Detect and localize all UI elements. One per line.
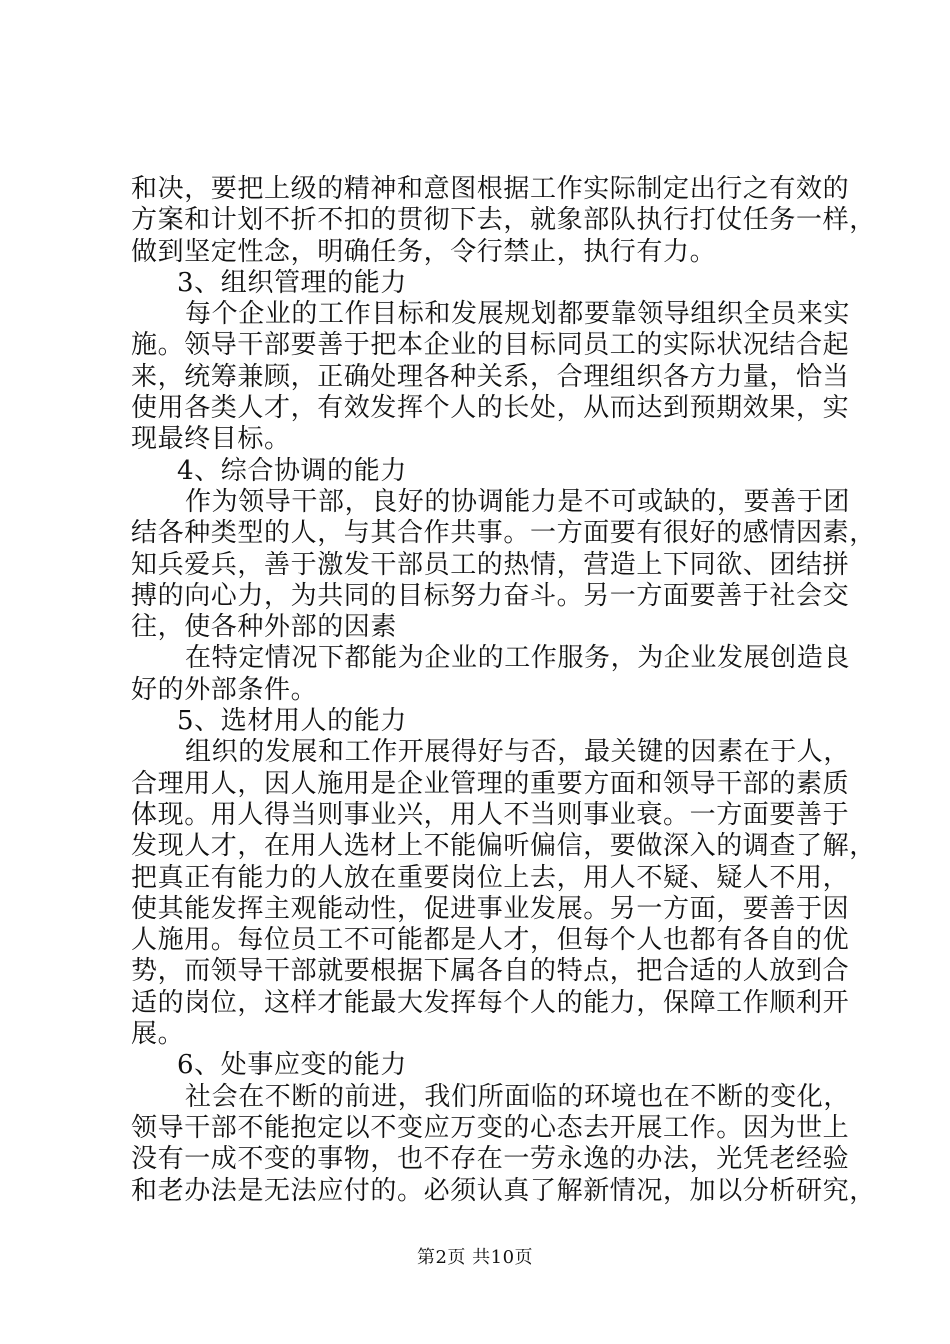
text-line: 作为领导干部，良好的协调能力是不可或缺的，要善于团 [185, 486, 851, 517]
text-line: 搏的向心力，为共同的目标努力奋斗。另一方面要善于社会交 [131, 580, 850, 611]
text-line: 在特定情况下都能为企业的工作服务，为企业发展创造良 [185, 643, 851, 674]
text-line: 把真正有能力的人放在重要岗位上去，用人不疑、疑人不用， [131, 862, 850, 893]
text-line: 和老办法是无法应付的。必须认真了解新情况，加以分析研究， [131, 1175, 876, 1206]
text-line: 没有一成不变的事物，也不存在一劳永逸的办法，光凭老经验 [131, 1144, 850, 1175]
text-line: 知兵爱兵，善于激发干部员工的热情，营造上下同欲、团结拼 [131, 549, 850, 580]
section-heading: 6、处事应变的能力 [177, 1050, 407, 1081]
text-line: 做到坚定性念，明确任务，令行禁止，执行有力。 [131, 236, 717, 267]
text-line: 体现。用人得当则事业兴，用人不当则事业衰。一方面要善于 [131, 799, 850, 830]
text-line: 组织的发展和工作开展得好与否，最关键的因素在于人， [185, 737, 851, 768]
text-line: 和决，要把上级的精神和意图根据工作实际制定出行之有效的 [131, 174, 850, 204]
text-line: 现最终目标。 [131, 424, 291, 455]
text-line: 领导干部不能抱定以不变应万变的心态去开展工作。因为世上 [131, 1112, 850, 1143]
page-number: 第2页 共10页 [416, 1247, 534, 1268]
text-line: 方案和计划不折不扣的贯彻下去，就象部队执行打仗任务一样， [131, 205, 876, 236]
text-line: 往，使各种外部的因素 [131, 612, 398, 643]
text-line: 发现人才，在用人选材上不能偏听偏信，要做深入的调查了解， [131, 831, 876, 862]
text-line: 结各种类型的人，与其合作共事。一方面要有很好的感情因素， [131, 518, 876, 549]
text-line: 使用各类人才，有效发挥个人的长处，从而达到预期效果，实 [131, 393, 850, 424]
text-line: 来，统筹兼顾，正确处理各种关系，合理组织各方力量，恰当 [131, 361, 850, 392]
text-line: 好的外部条件。 [131, 674, 318, 705]
text-line: 每个企业的工作目标和发展规划都要靠领导组织全员来实 [185, 299, 851, 330]
text-line: 展。 [131, 1019, 185, 1050]
text-line: 合理用人，因人施用是企业管理的重要方面和领导干部的素质 [131, 768, 850, 799]
text-line: 施。领导干部要善于把本企业的目标同员工的实际状况结合起 [131, 330, 850, 361]
section-heading: 5、选材用人的能力 [177, 706, 407, 737]
text-line: 势，而领导干部就要根据下属各自的特点，把合适的人放到合 [131, 956, 850, 987]
body-text [131, 174, 876, 1207]
text-line: 使其能发挥主观能动性，促进事业发展。另一方面，要善于因 [131, 893, 850, 924]
section-heading: 3、组织管理的能力 [177, 267, 407, 298]
page-footer [0, 1243, 950, 1269]
section-heading: 4、综合协调的能力 [177, 455, 407, 486]
text-line: 适的岗位，这样才能最大发挥每个人的能力，保障工作顺利开 [131, 987, 850, 1018]
text-line: 社会在不断的前进，我们所面临的环境也在不断的变化， [185, 1081, 851, 1112]
text-line: 人施用。每位员工不可能都是人才，但每个人也都有各自的优 [131, 925, 850, 956]
